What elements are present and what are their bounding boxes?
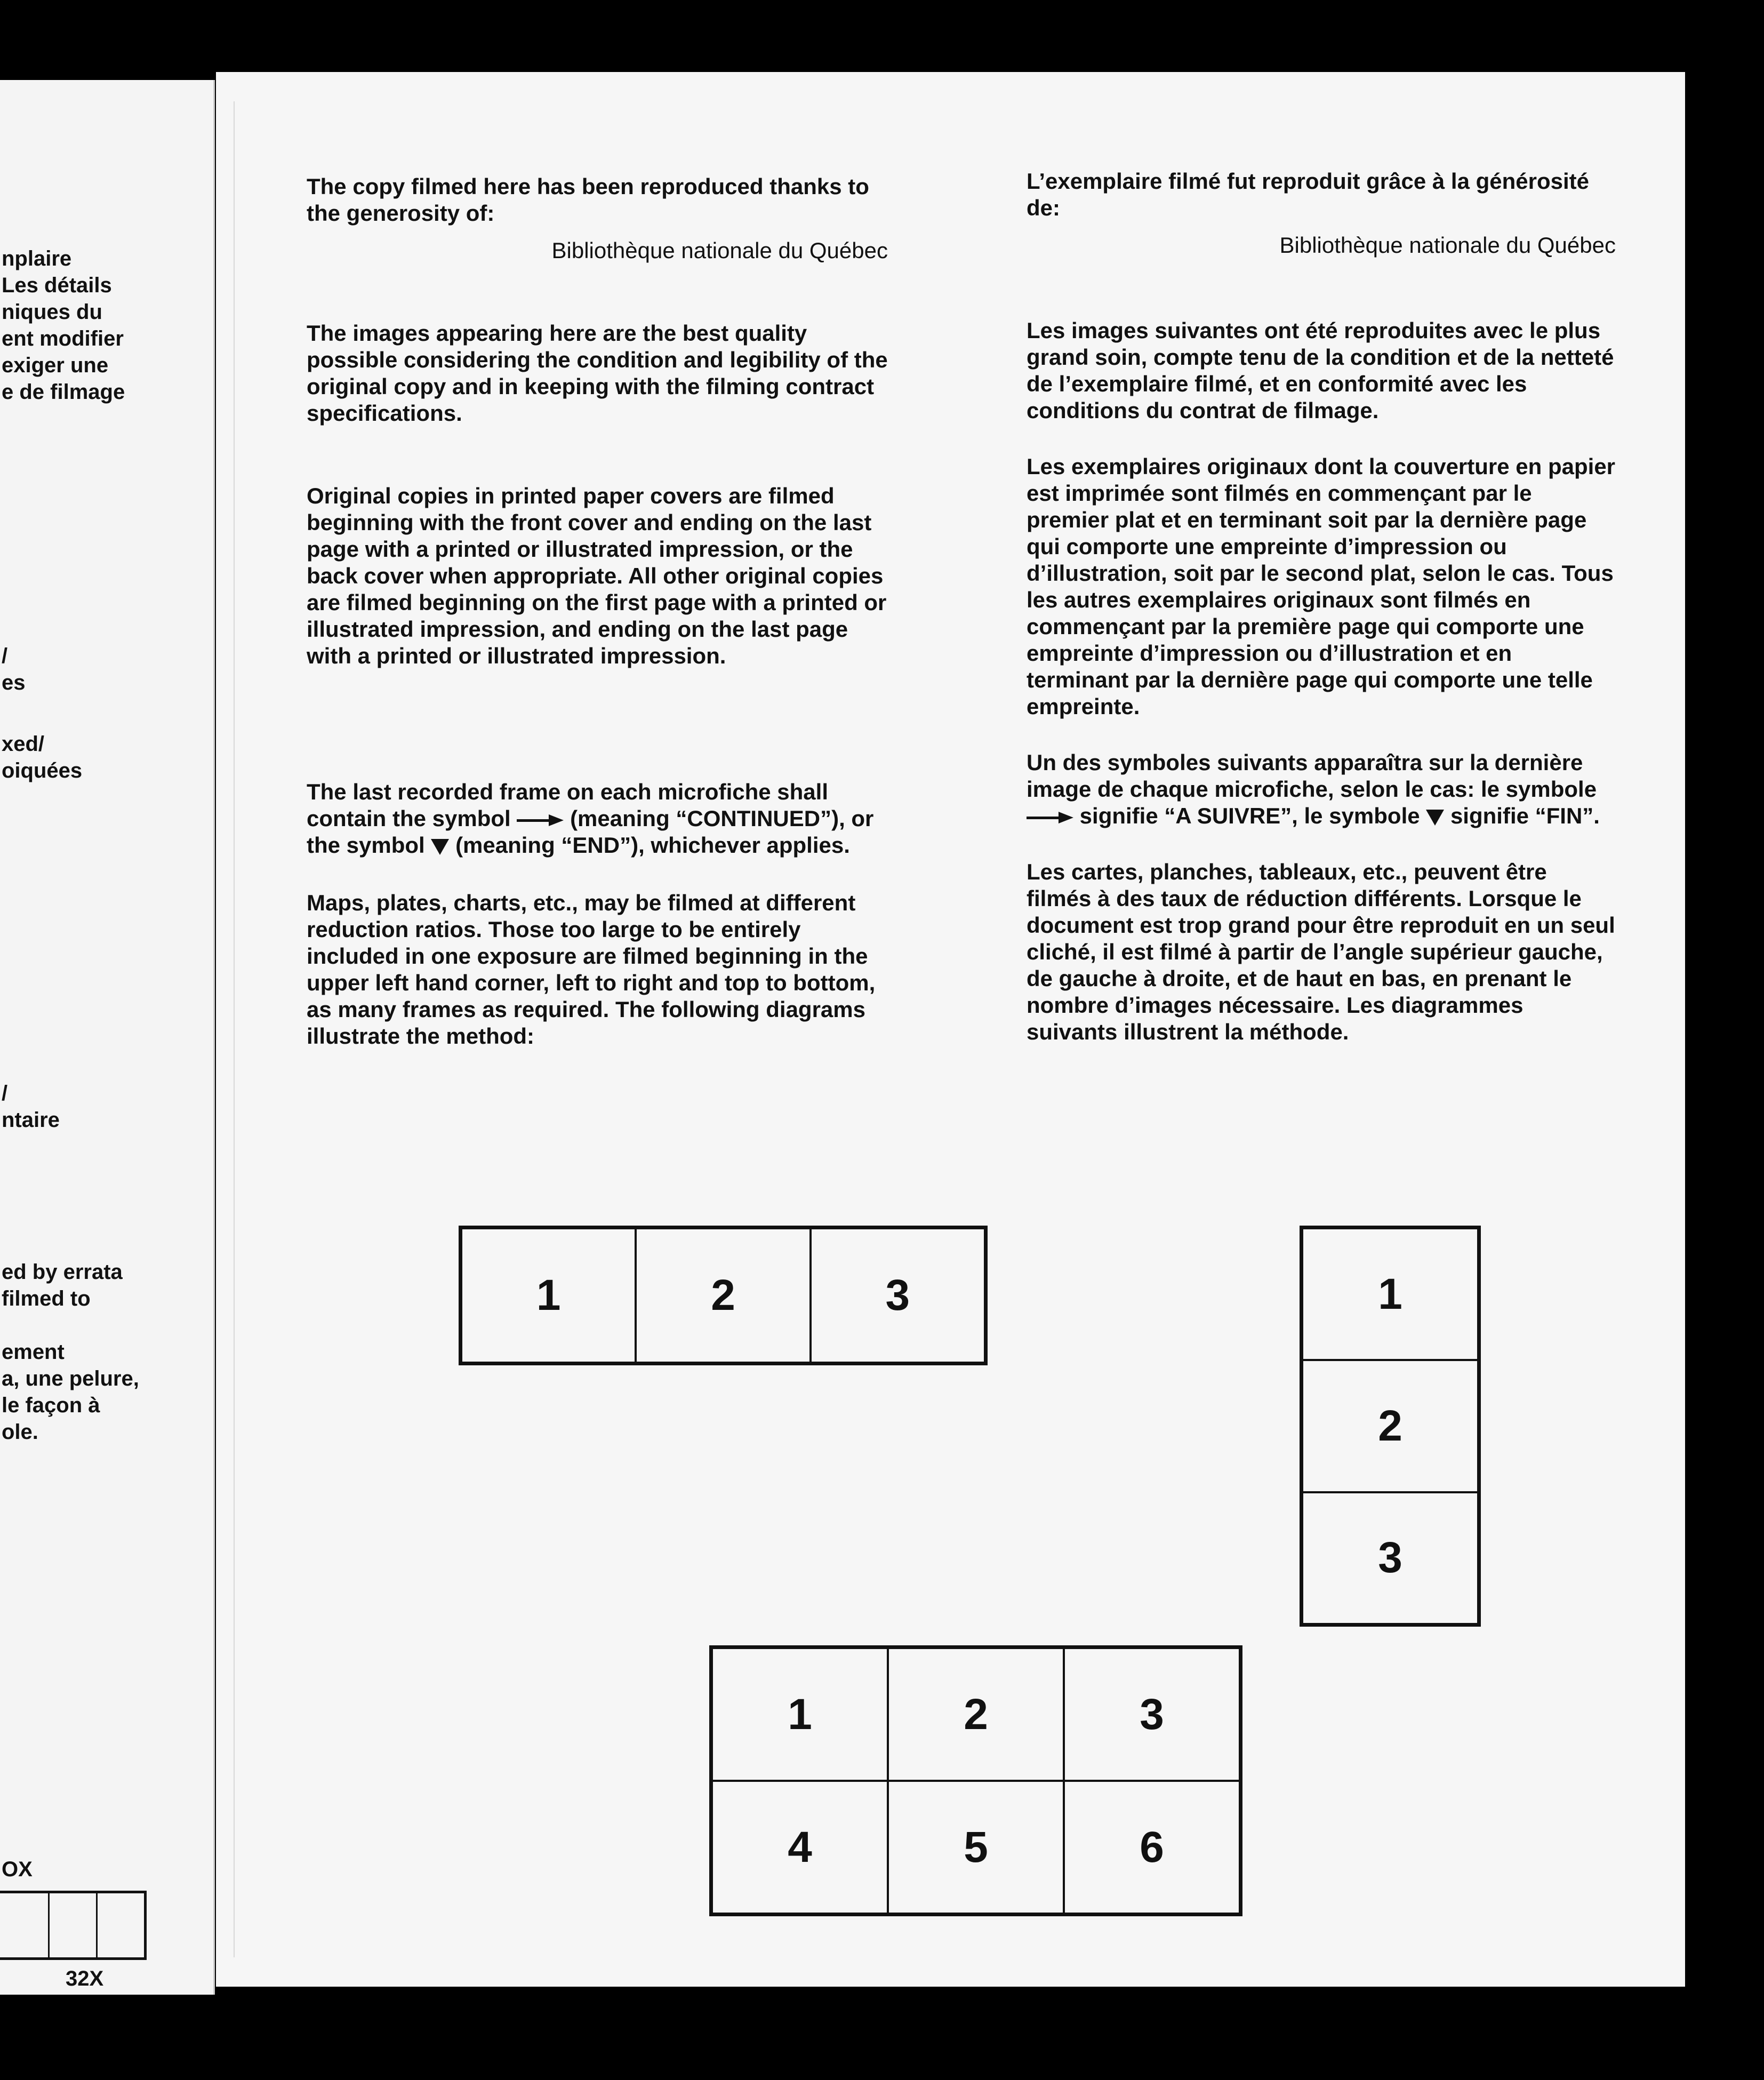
paragraph-maps: Les cartes, planches, tableaux, etc., peuvent être filmés à des taux de réduction différents. Lorsque le document est trop grand pour être reproduit en un seul cliché, il est filmé à partir de l’angle supérieur gauche, de gauche à droite, et de haut en bas, en prenant le nombre d’images nécessaire. Les diagrammes suivants illustrent la méthode. [1027,859,1615,1044]
diagram-horizontal [459,1226,988,1365]
left-fragment: e de filmage [2,380,125,404]
frame-cell: 3 [1064,1648,1240,1781]
credit-name: Bibliothèque nationale du Québec [551,238,888,263]
left-fragment: ed by errata [2,1260,123,1284]
paragraph-maps: Maps, plates, charts, etc., may be filmed at different reduction ratios. Those too large to be entirely included in one exposure are filmed beginning in the upper left hand corner, left to right and top to bottom, as many frames as required. The following diagrams illustrate the method: [307,890,876,1049]
left-fragment: exiger une [2,354,109,377]
left-fragment: filmed to [2,1287,91,1310]
reduction-scale-box [0,1891,147,1960]
diagram-vertical [1300,1226,1481,1627]
frame-cell: 1 [712,1648,888,1781]
left-fragment: a, une pelure, [2,1367,139,1390]
symbols-text-b: (meaning “CONTINUED”), or the symbol [307,806,874,858]
left-fragment: Les détails [2,274,112,297]
frame-cell: 1 [1302,1228,1478,1360]
right-arrow-icon [1027,812,1073,823]
left-fragment: ent modifier [2,327,124,350]
paragraph-quality: The images appearing here are the best quality possible considering the condition and legibility of the original copy and in keeping with the filming contract specifications. [307,321,888,426]
frame-cell: 2 [1302,1360,1478,1492]
frame-cell: 5 [888,1781,1064,1914]
left-fragment: ntaire [2,1108,60,1132]
down-triangle-icon [1426,810,1444,826]
left-fragment: 32X [66,1967,104,1990]
left-fragment: OX [2,1858,33,1881]
right-arrow-icon [517,814,564,826]
left-fragment: oiquées [2,759,83,782]
paragraph-covers: Original copies in printed paper covers are filmed beginning with the front cover and ending on the last page with a printed or illustrated impression, or the back cover when appropriate. All other original copies are filmed beginning on the first page with a printed or illustrated impression, and ending on the last page with a printed or illustrated impression. [307,483,887,668]
symbols-text-a: The last recorded frame on each microfiche shall contain the symbol [307,779,828,831]
credit-name: Bibliothèque nationale du Québec [1279,233,1616,258]
symbols-text-c: signifie “FIN”. [1450,803,1600,828]
left-fragment: nplaire [2,247,72,270]
english-column [307,173,899,1050]
symbols-text-a: Un des symboles suivants apparaîtra sur la dernière image de chaque microfiche, selon le cas: le symbole [1027,750,1597,802]
down-triangle-icon [431,839,449,855]
frame-cell: 2 [888,1648,1064,1781]
left-fragment: ement [2,1340,65,1364]
credit-intro: L’exemplaire filmé fut reproduit grâce à la générosité de: [1027,169,1590,220]
symbols-text-c: (meaning “END”), whichever applies. [455,833,850,858]
fold-line [234,101,235,1957]
paragraph-quality: Les images suivantes ont été reproduites avec le plus grand soin, compte tenu de la condition et de la netteté de l’exemplaire filmé, et en conformité avec les conditions du contrat de filmage. [1027,318,1614,423]
frame-cell: 3 [1302,1492,1478,1624]
credit-intro: The copy filmed here has been reproduced thanks to the generosity of: [307,174,869,226]
frame-cell: 3 [811,1228,985,1363]
adjacent-page [0,80,215,1995]
left-fragment: xed/ [2,732,45,756]
french-column [1027,168,1616,1045]
left-fragment: es [2,671,26,694]
paragraph-covers: Les exemplaires originaux dont la couverture en papier est imprimée sont filmés en commençant par le premier plat et en terminant soit par la dernière page qui comporte une empreinte d’impression ou d’illustration, soit par le second plat, selon le cas. Tous les autres exemplaires originaux sont filmés en commençant par la première page qui comporte une empreinte d’impression ou d’illustration et en terminant par la dernière page qui comporte une telle empreinte. [1027,454,1616,719]
frame-cell: 1 [461,1228,636,1363]
paragraph-symbols [1027,749,1616,829]
diagram-grid [709,1645,1242,1916]
left-fragment: niques du [2,300,102,324]
left-fragment: / [2,1082,8,1105]
left-fragment: / [2,644,8,668]
left-fragment: ole. [2,1420,38,1444]
frame-cell: 6 [1064,1781,1240,1914]
paragraph-symbols [307,779,899,859]
left-fragment: le façon à [2,1394,100,1417]
frame-cell: 4 [712,1781,888,1914]
frame-cell: 2 [636,1228,810,1363]
symbols-text-b: signifie “A SUIVRE”, le symbole [1079,803,1420,828]
